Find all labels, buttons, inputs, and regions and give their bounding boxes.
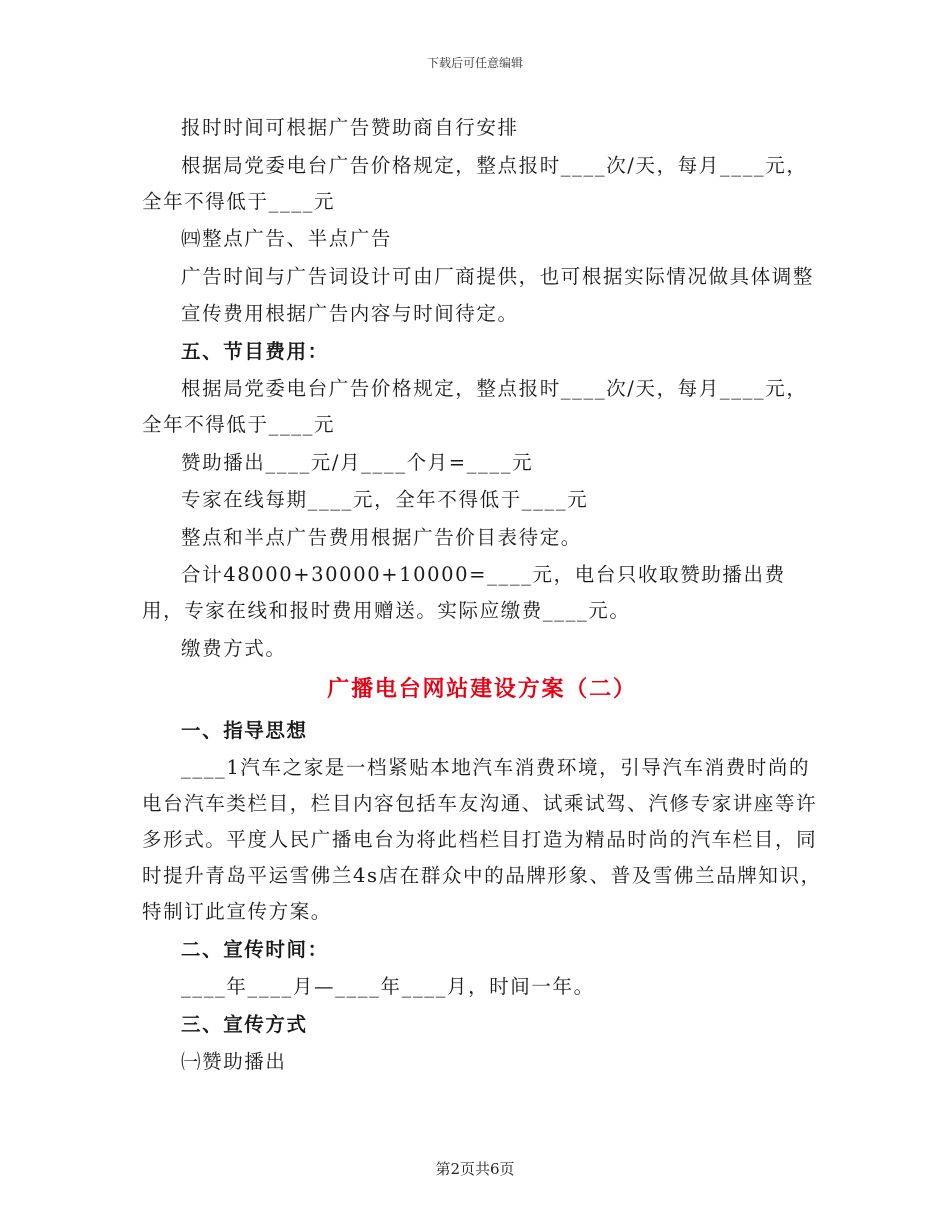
paragraph-sponsor-broadcast: ㈠赞助播出 bbox=[181, 1050, 287, 1073]
heading-guiding-idea: 一、指导思想 bbox=[181, 718, 308, 742]
paragraph-ad-cost: 宣传费用根据广告内容与时间待定。 bbox=[181, 302, 519, 325]
page-header: 下载后可任意编辑 bbox=[426, 56, 523, 70]
paragraph-price-rule-2: 根据局党委电台广告价格规定，整点报时____次/天，每月____元，全年不得低于____元 bbox=[142, 377, 808, 436]
heading-promo-time: 二、宣传时间： bbox=[181, 937, 329, 961]
page-footer: 第2页共6页 bbox=[435, 1160, 515, 1178]
paragraph-hourly-ads: ㈣整点广告、半点广告 bbox=[181, 227, 393, 250]
paragraph-total: 合计48000+30000+10000=____元，电台只收取赞助播出费用，专家在线和报时费用赠送。实际应缴费____元。 bbox=[142, 563, 786, 622]
paragraph-ad-design: 广告时间与广告词设计可由厂商提供，也可根据实际情况做具体调整 bbox=[181, 264, 815, 288]
paragraph-time-arrangement: 报时时间可根据广告赞助商自行安排 bbox=[181, 116, 519, 139]
section-title: 广播电台网站建设方案（二） bbox=[327, 675, 637, 702]
paragraph-ad-fees: 整点和半点广告费用根据广告价目表待定。 bbox=[181, 525, 582, 549]
heading-promo-method: 三、宣传方式 bbox=[181, 1012, 308, 1036]
paragraph-sponsorship: 赞助播出____元/月____个月=____元 bbox=[181, 450, 534, 474]
paragraph-promo-time: ____年____月—____年____月，时间一年。 bbox=[181, 975, 595, 998]
paragraph-guiding-idea: ____1汽车之家是一档紧贴本地汽车消费环境，引导汽车消费时尚的电台汽车类栏目，栏目内容包括车友沟通、试乘试驾、汽修专家讲座等许多形式。平度人民广播电台为将此档栏目打造为精品时尚的汽车栏目，同时提升青岛平运雪佛兰4s店在群众中的品牌形象、普及雪佛兰品牌知识，特制订此宣传方案。 bbox=[142, 756, 822, 923]
heading-program-cost: 五、节目费用： bbox=[181, 339, 329, 363]
paragraph-expert-online: 专家在线每期____元，全年不得低于____元 bbox=[181, 488, 589, 511]
document-body bbox=[142, 110, 822, 1082]
paragraph-price-rule: 根据局党委电台广告价格规定，整点报时____次/天，每月____元，全年不得低于____元 bbox=[142, 153, 808, 213]
paragraph-payment: 缴费方式。 bbox=[181, 636, 287, 660]
